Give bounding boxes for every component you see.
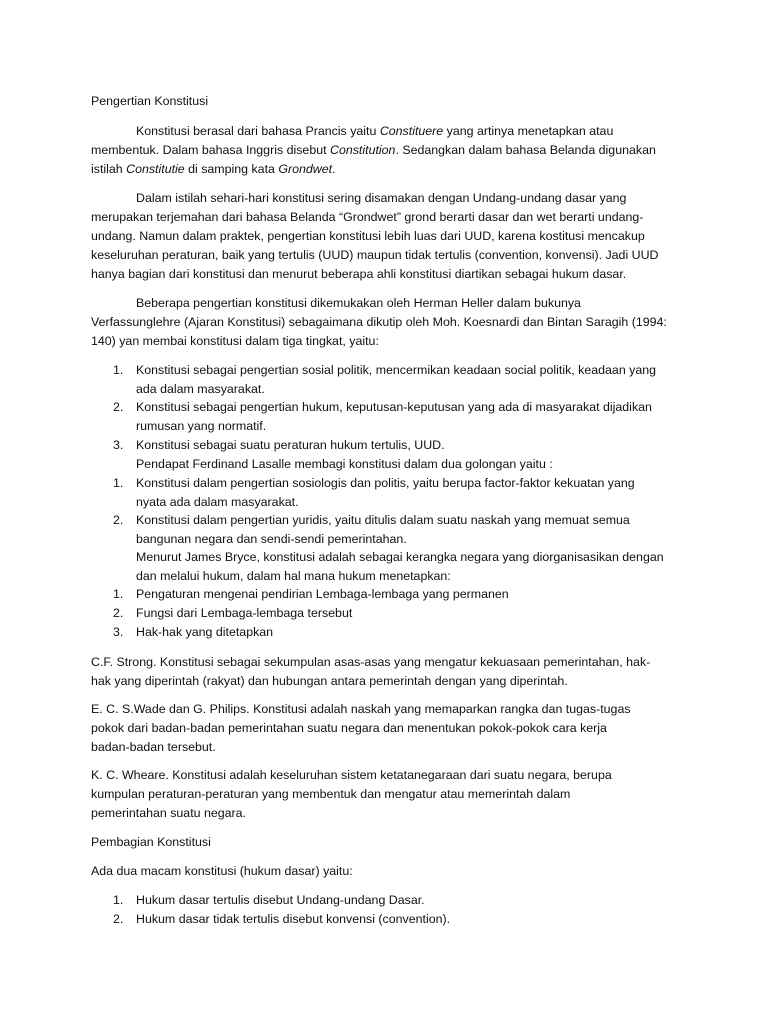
paragraph-line: badan-badan tersebut. — [91, 740, 216, 754]
text-run: Konstitusi berasal dari bahasa Prancis yaitu — [136, 124, 380, 138]
text-run: . Sedangkan dalam bahasa Belanda digunakan — [395, 143, 656, 157]
list-item-line: Fungsi dari Lembaga-lembaga tersebut — [136, 606, 353, 620]
paragraph-line — [136, 122, 613, 141]
list-number: 1. — [113, 893, 124, 907]
paragraph-line: kumpulan peraturan-peraturan yang membentuk dan mengatur atau memerintah dalam — [91, 787, 571, 801]
pembagian-intro: Ada dua macam konstitusi (hukum dasar) yaitu: — [91, 864, 353, 878]
paragraph-line: E. C. S.Wade dan G. Philips. Konstitusi adalah naskah yang memaparkan rangka dan tugas-tugas — [91, 702, 631, 716]
paragraph-line — [91, 141, 656, 160]
list-number: 2. — [113, 912, 124, 926]
text-run: membentuk. Dalam bahasa Inggris disebut — [91, 143, 330, 157]
paragraph-line: merupakan terjemahan dari bahasa Belanda “Grondwet” grond berarti dasar dan wet berarti undang- — [91, 210, 644, 224]
paragraph-line: pemerintahan suatu negara. — [91, 806, 246, 820]
paragraph-line: Menurut James Bryce, konstitusi adalah sebagai kerangka negara yang diorganisasikan dengan — [136, 550, 664, 564]
paragraph-line: hak yang diperintah (rakyat) dan hubungan antara pemerintah dengan yang diperintah. — [91, 674, 568, 688]
lasalle-intro: Pendapat Ferdinand Lasalle membagi konstitusi dalam dua golongan yaitu : — [136, 457, 553, 471]
text-run: yang artinya menetapkan atau — [443, 124, 614, 138]
paragraph-line: K. C. Wheare. Konstitusi adalah keseluruhan sistem ketatanegaraan dari suatu negara, berupa — [91, 768, 612, 782]
list-item-line: Hukum dasar tidak tertulis disebut konvensi (convention). — [136, 912, 451, 926]
list-number: 3. — [113, 438, 124, 452]
paragraph-line — [91, 160, 336, 179]
paragraph-line: dan melalui hukum, dalam hal mana hukum menetapkan: — [136, 569, 451, 583]
list-number: 3. — [113, 625, 124, 639]
paragraph-line: Dalam istilah sehari-hari konstitusi sering disamakan dengan Undang-undang dasar yang — [136, 191, 627, 205]
list-item-line: rumusan yang normatif. — [136, 419, 267, 433]
text-run: istilah — [91, 162, 127, 176]
heading-pengertian: Pengertian Konstitusi — [91, 94, 209, 108]
paragraph-line: keseluruhan peraturan, baik yang tertulis (UUD) maupun tidak tertulis (convention, konvensi). Jadi UUD — [91, 248, 659, 262]
paragraph-line: 140) yan membai konstitusi dalam tiga tingkat, yaitu: — [91, 334, 379, 348]
list-item-line: Hak-hak yang ditetapkan — [136, 625, 274, 639]
paragraph-line: pokok dari badan-badan pemerintahan suatu negara dan menentukan pokok-pokok cara kerja — [91, 721, 607, 735]
list-number: 2. — [113, 513, 124, 527]
text-run: . — [332, 162, 336, 176]
list-number: 1. — [113, 363, 124, 377]
paragraph-line: Verfassunglehre (Ajaran Konstitusi) sebagaimana dikutip oleh Moh. Koesnardi dan Bintan Saragih (1994: — [91, 315, 667, 329]
list-item-line: Konstitusi dalam pengertian sosiologis dan politis, yaitu berupa factor-faktor kekuatan yang — [136, 476, 635, 490]
italic-term: Grondwet — [278, 162, 333, 176]
list-item-line: Konstitusi sebagai suatu peraturan hukum tertulis, UUD. — [136, 438, 445, 452]
list-item-line: Hukum dasar tertulis disebut Undang-undang Dasar. — [136, 893, 425, 907]
list-item-line: Konstitusi sebagai pengertian sosial politik, mencermikan keadaan social politik, keadaan yang — [136, 363, 657, 377]
list-item-line: Konstitusi dalam pengertian yuridis, yaitu ditulis dalam suatu naskah yang memuat semua — [136, 513, 630, 527]
italic-term: Constitutie — [126, 162, 185, 176]
list-item-line: ada dalam masyarakat. — [136, 382, 265, 396]
paragraph-line: hanya bagian dari konstitusi dan menurut beberapa ahli konstitusi diartikan sebagai hukum dasar. — [91, 267, 627, 281]
italic-term: Constitution — [330, 143, 396, 157]
list-item-line: bangunan negara dan sendi-sendi pemerintahan. — [136, 532, 407, 546]
heading-pembagian: Pembagian Konstitusi — [91, 835, 211, 849]
text-run: di samping kata — [184, 162, 279, 176]
list-number: 2. — [113, 400, 124, 414]
paragraph-line: C.F. Strong. Konstitusi sebagai sekumpulan asas-asas yang mengatur kekuasaan pemerintahan, hak- — [91, 655, 651, 669]
italic-term: Constituere — [379, 124, 444, 138]
paragraph-line: Beberapa pengertian konstitusi dikemukakan oleh Herman Heller dalam bukunya — [136, 296, 581, 310]
list-item-line: Pengaturan mengenai pendirian Lembaga-lembaga yang permanen — [136, 587, 509, 601]
list-number: 2. — [113, 606, 124, 620]
list-number: 1. — [113, 587, 124, 601]
list-item-line: nyata ada dalam masyarakat. — [136, 495, 299, 509]
list-number: 1. — [113, 476, 124, 490]
list-item-line: Konstitusi sebagai pengertian hukum, keputusan-keputusan yang ada di masyarakat dijadikan — [136, 400, 652, 414]
paragraph-line: undang. Namun dalam praktek, pengertian konstitusi lebih luas dari UUD, karena kostitusi mencakup — [91, 229, 645, 243]
